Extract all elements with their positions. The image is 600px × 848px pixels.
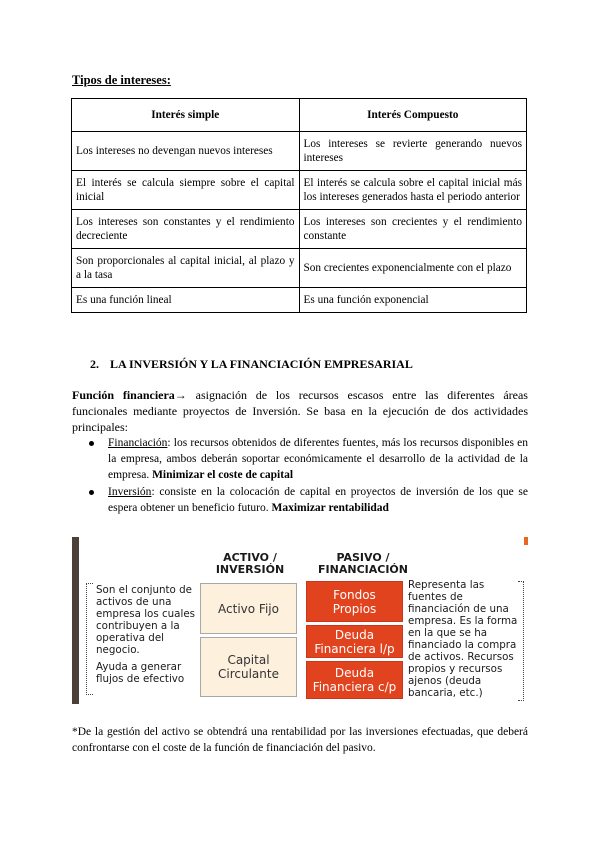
table-header-row xyxy=(72,99,527,132)
interest-types-table xyxy=(71,98,527,313)
pasivo-description: Representa las fuentes de financiación de una empresa. Es la forma en la que se ha financiado la compra de activos. Recursos propios y recursos ajenos (deuda bancaria, etc.) xyxy=(408,579,518,699)
page-title: Tipos de intereses: xyxy=(72,73,171,87)
table-header-compound: Interés Compuesto xyxy=(299,99,527,132)
footnote: *De la gestión del activo se obtendrá una rentabilidad por las inversiones efectuadas, que deberá confrontarse con el coste de la función de financiación del pasivo. xyxy=(72,726,528,754)
left-bracket xyxy=(86,583,93,695)
bullet-text: : consiste en la colocación de capital en proyectos de inversión de los que se espera obtener un beneficio futuro. xyxy=(108,486,528,514)
section-number: 2. xyxy=(90,357,99,371)
paragraph-term: Función financiera→ xyxy=(72,388,187,402)
table-row xyxy=(72,132,527,171)
list-item xyxy=(72,435,528,483)
table-cell: Los intereses no devengan nuevos intereses xyxy=(72,132,300,171)
table-cell: El interés se calcula siempre sobre el capital inicial xyxy=(72,171,300,210)
box-activo-fijo: Activo Fijo xyxy=(200,583,297,634)
bullet-emphasis: Maximizar rentabilidad xyxy=(271,502,389,514)
bullet-icon xyxy=(89,490,94,495)
bullet-list xyxy=(72,435,528,517)
table-cell: Es una función lineal xyxy=(72,288,300,313)
table-row xyxy=(72,288,527,313)
bullet-term: Inversión xyxy=(108,486,152,498)
diagram-left-bar xyxy=(72,537,79,704)
box-deuda-lp: Deuda Financiera l/p xyxy=(306,625,403,658)
bullet-term: Financiación xyxy=(108,437,168,449)
table-row xyxy=(72,249,527,288)
table-row xyxy=(72,210,527,249)
table-cell: Los intereses son crecientes y el rendimiento constante xyxy=(299,210,527,249)
diagram-right-accent xyxy=(524,537,528,545)
box-capital-circulante: Capital Circulante xyxy=(200,637,297,697)
section-heading xyxy=(90,357,413,372)
list-item xyxy=(72,484,528,516)
activo-description: Son el conjunto de activos de una empresa los cuales contribuyen a la operativa del negocio. xyxy=(96,584,196,656)
table-cell: Son crecientes exponencialmente con el plazo xyxy=(299,249,527,288)
activo-effect-description: Ayuda a generar flujos de efectivo xyxy=(96,661,185,685)
section-title: LA INVERSIÓN Y LA FINANCIACIÓN EMPRESARIAL xyxy=(110,357,413,371)
table-cell: Los intereses se revierte generando nuevos intereses xyxy=(299,132,527,171)
bullet-text: : los recursos obtenidos de diferentes fuentes, más los recursos disponibles en la empresa, ambos deberán soportar económicamente el desarrollo de la actividad de la empresa. xyxy=(108,437,528,481)
bullet-emphasis: Minimizar el coste de capital xyxy=(152,469,294,481)
paragraph-text: asignación de los recursos escasos entre las diferentes áreas funcionales mediante proyectos de Inversión. Se basa en la ejecución de dos actividades principales: xyxy=(72,388,528,434)
right-bracket xyxy=(518,581,524,701)
header-activo: ACTIVO / INVERSIÓN xyxy=(215,551,285,576)
balance-sheet-diagram xyxy=(72,537,528,704)
box-deuda-cp: Deuda Financiera c/p xyxy=(306,661,403,699)
header-pasivo: PASIVO / FINANCIACIÓN xyxy=(318,551,408,576)
bullet-icon xyxy=(89,441,94,446)
table-cell: Los intereses son constantes y el rendimiento decreciente xyxy=(72,210,300,249)
box-fondos-propios: Fondos Propios xyxy=(306,581,403,622)
table-cell: Es una función exponencial xyxy=(299,288,527,313)
intro-paragraph xyxy=(72,387,528,435)
table-cell: Son proporcionales al capital inicial, al plazo y a la tasa xyxy=(72,249,300,288)
table-cell: El interés se calcula sobre el capital inicial más los intereses generados hasta el periodo anterior xyxy=(299,171,527,210)
table-row xyxy=(72,171,527,210)
table-header-simple: Interés simple xyxy=(72,99,300,132)
